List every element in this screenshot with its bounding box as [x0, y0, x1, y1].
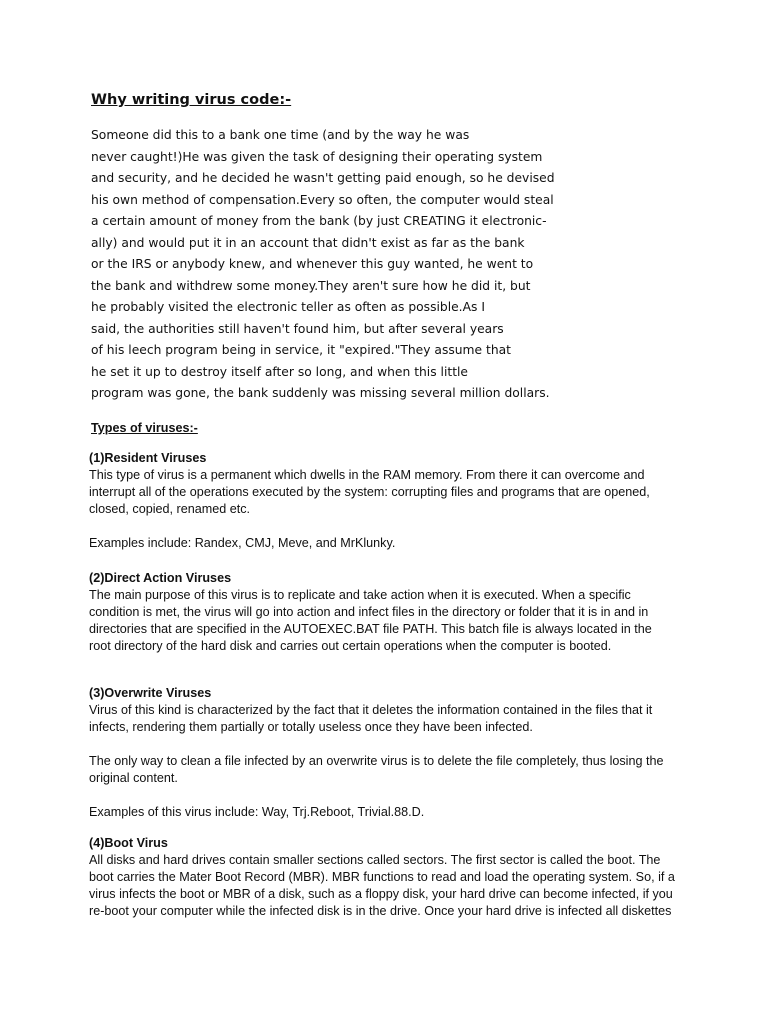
story-line: his own method of compensation.Every so often, the computer would steal [91, 192, 554, 207]
section-direct-action-viruses [89, 570, 669, 655]
body-line: This type of virus is a permanent which dwells in the RAM memory. From there it can overcome and [89, 468, 645, 482]
types-heading: Types of viruses:- [91, 421, 198, 435]
paragraph-gap [89, 518, 669, 535]
examples-line: Examples include: Randex, CMJ, Meve, and MrKlunky. [89, 536, 396, 550]
story-line: and security, and he decided he wasn't getting paid enough, so he devised [91, 171, 555, 185]
body-line: The main purpose of this virus is to replicate and take action when it is executed. When a specific [89, 588, 631, 602]
story-line: he probably visited the electronic teller as often as possible.As I [91, 300, 485, 314]
body-line: virus infects the boot or MBR of a disk, such as a floppy disk, your hard drive can become infected, if you [89, 887, 673, 901]
body-line: All disks and hard drives contain smaller sections called sectors. The first sector is called the boot. The [89, 853, 661, 867]
body-line: boot carries the Mater Boot Record (MBR). MBR functions to read and load the operating system. So, if a [89, 870, 675, 884]
body-line: Virus of this kind is characterized by the fact that it deletes the information contained in the files that it [89, 703, 653, 717]
story-line: ally) and would put it in an account that didn't exist as far as the bank [91, 235, 525, 250]
body-line: interrupt all of the operations executed by the system: corrupting files and programs that are opened, [89, 485, 650, 499]
section-heading: (1)Resident Viruses [89, 451, 207, 465]
body-line: condition is met, the virus will go into action and infect files in the directory or folder that it is in and in [89, 605, 649, 619]
document-title: Why writing virus code:- [91, 92, 292, 108]
body-line: re-boot your computer while the infected disk is in the drive. Once your hard drive is infected all diskettes [89, 904, 672, 918]
story-line: of his leech program being in service, it "expired."They assume that [91, 343, 511, 357]
section-resident-viruses [89, 450, 669, 552]
story-line: Someone did this to a bank one time (and by the way he was [91, 128, 470, 142]
body-line: The only way to clean a file infected by an overwrite virus is to delete the file completely, thus losing the [89, 754, 664, 768]
paragraph-gap [89, 787, 669, 804]
story-line: never caught!)He was given the task of designing their operating system [91, 149, 543, 164]
body-line: root directory of the hard disk and carries out certain operations when the computer is booted. [89, 639, 612, 653]
story-line: the bank and withdrew some money.They aren't sure how he did it, but [91, 278, 531, 293]
paragraph-gap [89, 736, 669, 753]
section-heading: (2)Direct Action Viruses [89, 571, 232, 585]
body-line: closed, copied, renamed etc. [89, 502, 251, 516]
story-line: a certain amount of money from the bank (by just CREATING it electronic- [91, 214, 547, 228]
section-overwrite-viruses [89, 685, 669, 821]
body-line: infects, rendering them partially or totally useless once they have been infected. [89, 720, 533, 734]
story-line: said, the authorities still haven't found him, but after several years [91, 321, 504, 336]
body-line: original content. [89, 771, 178, 785]
story-line: or the IRS or anybody knew, and whenever this guy wanted, he went to [91, 257, 534, 271]
section-heading: (3)Overwrite Viruses [89, 686, 212, 700]
story-paragraph [91, 125, 561, 405]
section-boot-virus [89, 835, 675, 920]
examples-line: Examples of this virus include: Way, Trj.Reboot, Trivial.88.D. [89, 805, 425, 819]
section-heading: (4)Boot Virus [89, 836, 168, 850]
story-line: program was gone, the bank suddenly was missing several million dollars. [91, 386, 550, 400]
body-line: directories that are specified in the AUTOEXEC.BAT file PATH. This batch file is always located in the [89, 622, 652, 636]
story-line: he set it up to destroy itself after so long, and when this little [91, 364, 469, 379]
